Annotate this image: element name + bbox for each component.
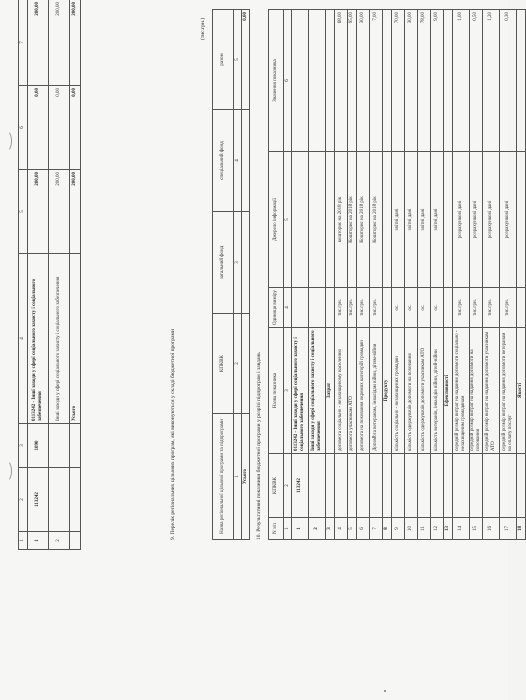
table-row [234, 10, 242, 540]
column-number: 5 [284, 152, 292, 288]
indicator-name: Продукту [383, 328, 392, 454]
indicator-value: 7,00 [370, 10, 383, 152]
indicator-name: Якості [517, 328, 526, 454]
indicator-value [444, 10, 453, 152]
column-header: разом [213, 10, 234, 110]
table-cell: 0,00 [28, 86, 49, 170]
row-number: 18 [517, 518, 526, 540]
table-row [213, 10, 234, 540]
indicator-source: розрахункові дані [453, 152, 470, 288]
table-row [431, 10, 444, 540]
indicator-name: середній розмір витрат на надання допомоги ветеранам на оплату послуг [500, 328, 517, 454]
indicator-source: звітні дані [418, 152, 431, 288]
table-row [269, 10, 284, 540]
indicator-name: середній розмір витрат на надання допомоги соціально - незахищеним громадянам [453, 328, 470, 454]
column-header: КПКВК [213, 314, 234, 414]
table-row [335, 10, 348, 540]
row-code [348, 454, 357, 518]
column-number: 2 [234, 314, 242, 414]
column-header: Значення показника [269, 10, 284, 152]
indicator-source: Кошторис на 2018 рік [370, 152, 383, 288]
indicator-source [292, 152, 309, 288]
indicator-source [444, 152, 453, 288]
table-row [444, 10, 453, 540]
column-header: N з/п [269, 518, 284, 540]
total-value [242, 314, 250, 414]
scan-artifact [0, 130, 12, 152]
indicator-unit: тис.грн. [500, 288, 517, 328]
indicator-unit [517, 288, 526, 328]
indicator-name: середній розмір витрат на надання допомоги учасникам АТО [483, 328, 500, 454]
indicator-unit: тис.грн. [348, 288, 357, 328]
table-cell: 0,00 [70, 86, 81, 170]
row-code [370, 454, 383, 518]
row-code [444, 454, 453, 518]
row-code [326, 454, 335, 518]
units-note: (тис.грн.) [200, 17, 206, 40]
indicator-name: кількість одержувачів допомоги учасникам АТО [418, 328, 431, 454]
row-code [500, 454, 517, 518]
table-cell: 200,00 [49, 0, 70, 86]
column-number: 3 [284, 328, 292, 454]
column-number: 1 [19, 532, 28, 550]
table-row [284, 10, 292, 540]
table-cell [70, 468, 81, 532]
indicator-value: 68,00 [335, 10, 348, 152]
indicator-value: 1,20 [483, 10, 500, 152]
indicator-unit [444, 288, 453, 328]
budget-table-top [18, 0, 81, 550]
indicator-source: кошторис на 2018 рік [335, 152, 348, 288]
table-cell: 2 [49, 532, 70, 550]
indicator-source: Кошторис на 2018 рік [348, 152, 357, 288]
row-number: 8 [383, 518, 392, 540]
section-9-title: 9. Перелік регіональних цільових програм, які виконуються у складі бюджетної програми [170, 329, 176, 540]
indicator-value [292, 10, 309, 152]
indicator-source: звітні дані [405, 152, 418, 288]
indicator-name: кількість ветеранів, інвалідів війни, дітей-війни [431, 328, 444, 454]
table-row [292, 10, 309, 540]
table-row [470, 10, 483, 540]
indicator-value [309, 10, 326, 152]
indicator-unit: тис.грн. [357, 288, 370, 328]
column-number: 3 [234, 212, 242, 314]
table-cell: 200,00 [28, 170, 49, 254]
row-number: 5 [348, 518, 357, 540]
indicator-value: 95,00 [348, 10, 357, 152]
table-row [383, 10, 392, 540]
row-number: 13 [444, 518, 453, 540]
row-number: 17 [500, 518, 517, 540]
table-cell: 1 [28, 532, 49, 550]
indicator-unit: тис.грн. [453, 288, 470, 328]
row-number: 15 [470, 518, 483, 540]
table-cell: Інші заходи у сфері соціального захисту і соціального забезпечення [49, 254, 70, 424]
table-row [242, 10, 250, 540]
table-row [309, 10, 326, 540]
column-number: 4 [234, 110, 242, 212]
indicator-unit: ос. [392, 288, 405, 328]
table-cell: Усього [70, 254, 81, 424]
row-code [453, 454, 470, 518]
table-row [357, 10, 370, 540]
indicator-source: розрахункові дані [500, 152, 517, 288]
indicator-value [326, 10, 335, 152]
column-number: 5 [234, 10, 242, 110]
indicator-value: 0,50 [470, 10, 483, 152]
column-header: Джерело інформації [269, 152, 284, 288]
column-number: 6 [284, 10, 292, 152]
row-number: 16 [483, 518, 500, 540]
indicator-name: допомога учасникам АТО [348, 328, 357, 454]
scan-artifact [384, 690, 386, 692]
indicator-name: Затрат [326, 328, 335, 454]
indicators-table [268, 9, 526, 540]
column-number: 2 [19, 468, 28, 532]
table-cell [49, 424, 70, 468]
total-value [242, 212, 250, 314]
indicator-unit: ос. [418, 288, 431, 328]
indicator-unit: тис.грн. [470, 288, 483, 328]
row-code [405, 454, 418, 518]
indicator-value: 1,00 [453, 10, 470, 152]
row-code [392, 454, 405, 518]
table-row [19, 0, 28, 550]
table-row [326, 10, 335, 540]
indicator-value: 30,00 [405, 10, 418, 152]
row-code: 113242 [292, 454, 309, 518]
indicator-source [517, 152, 526, 288]
indicator-unit: ос. [431, 288, 444, 328]
indicator-source: розрахункові дані [483, 152, 500, 288]
column-number: 5 [19, 170, 28, 254]
indicator-source: розрахункові дані [470, 152, 483, 288]
indicator-source [383, 152, 392, 288]
indicator-value: 0,30 [500, 10, 517, 152]
indicator-name: кількість одержувачів допомоги на поховання [405, 328, 418, 454]
column-number: 6 [19, 86, 28, 170]
indicator-unit [383, 288, 392, 328]
indicator-unit: ос. [405, 288, 418, 328]
column-header: загальний фонд [213, 212, 234, 314]
total-label: Усього [242, 414, 250, 540]
indicator-name: 0113242 - Інші заходи у сфері соціального захисту і соціального забезпечення [292, 328, 309, 454]
column-number: 4 [284, 288, 292, 328]
table-cell [70, 424, 81, 468]
table-cell: 200,00 [28, 0, 49, 86]
table-cell [49, 468, 70, 532]
indicator-source [326, 152, 335, 288]
table-cell: 200,00 [70, 0, 81, 86]
column-header: Одиниця виміру [269, 288, 284, 328]
table-row [405, 10, 418, 540]
indicator-value: 78,00 [418, 10, 431, 152]
column-header: Назва показника [269, 328, 284, 454]
table-cell: 200,00 [49, 170, 70, 254]
table-cell [70, 532, 81, 550]
row-code [517, 454, 526, 518]
column-number: 7 [19, 0, 28, 86]
row-code [431, 454, 444, 518]
indicator-unit: тис.грн. [335, 288, 348, 328]
indicator-unit: тис.грн. [483, 288, 500, 328]
table-cell: 113242 [28, 468, 49, 532]
table-row [453, 10, 470, 540]
table-cell: 1090 [28, 424, 49, 468]
scan-artifact [0, 460, 12, 482]
row-number: 12 [431, 518, 444, 540]
indicator-source: Кошторис на 2018 рік [357, 152, 370, 288]
table-row [483, 10, 500, 540]
row-number: 2 [309, 518, 326, 540]
indicator-value [383, 10, 392, 152]
row-number: 7 [370, 518, 383, 540]
row-code [483, 454, 500, 518]
table-cell: 0,00 [49, 86, 70, 170]
indicator-unit [292, 288, 309, 328]
indicator-source [309, 152, 326, 288]
indicator-name: Інші заходи у сфері соціального захисту і соціального забезпечення [309, 328, 326, 454]
column-number: 3 [19, 424, 28, 468]
row-number: 11 [418, 518, 431, 540]
indicator-value: 9,00 [431, 10, 444, 152]
table-row [348, 10, 357, 540]
column-header: Назва регіональної цільової програми та підпрограми [213, 414, 234, 540]
column-number: 1 [234, 414, 242, 540]
row-code [309, 454, 326, 518]
indicator-unit [326, 288, 335, 328]
indicator-name: кількість соціально - незахищених громадян [392, 328, 405, 454]
indicator-name: Ефективності [444, 328, 453, 454]
column-header: спеціальний фонд [213, 110, 234, 212]
indicator-value [517, 10, 526, 152]
table-row [70, 0, 81, 550]
indicator-unit [309, 288, 326, 328]
indicator-name: допомога соціально - незахищеному населенню [335, 328, 348, 454]
row-code [335, 454, 348, 518]
indicator-source: звітні дані [431, 152, 444, 288]
indicator-value: 70,00 [392, 10, 405, 152]
total-value [242, 110, 250, 212]
column-number: 4 [19, 254, 28, 424]
total-value: 0,00 [242, 10, 250, 110]
table-row [49, 0, 70, 550]
indicator-name: середній розмір витрат на надання допомоги на поховання [470, 328, 483, 454]
row-code [418, 454, 431, 518]
indicator-unit: тис.грн. [370, 288, 383, 328]
row-number: 9 [392, 518, 405, 540]
column-number: 2 [284, 454, 292, 518]
indicator-name: Допомога ветеранам, інвалідам війни, дітям-війни [370, 328, 383, 454]
indicator-source: звітні дані [392, 152, 405, 288]
table-row [370, 10, 383, 540]
table-row [28, 0, 49, 550]
indicator-name: допомога на поховання окремих категорій громадян [357, 328, 370, 454]
row-code [357, 454, 370, 518]
row-code [470, 454, 483, 518]
column-header: КПКВК [269, 454, 284, 518]
table-cell: 0113242 - Інші заходи у сфері соціального захисту і соціального забезпечення [28, 254, 49, 424]
table-row [392, 10, 405, 540]
section-10-title: 10. Результативні показники бюджетної програми у розрізі підпрограм і завдань [256, 352, 262, 540]
row-number: 6 [357, 518, 370, 540]
regional-programs-table [212, 9, 250, 540]
row-number: 1 [292, 518, 309, 540]
indicator-value: 30,00 [357, 10, 370, 152]
row-number: 10 [405, 518, 418, 540]
table-row [418, 10, 431, 540]
column-number: 1 [284, 518, 292, 540]
scan-artifact [372, 436, 374, 438]
row-number: 14 [453, 518, 470, 540]
row-code [383, 454, 392, 518]
table-row [500, 10, 517, 540]
table-row [517, 10, 526, 540]
table-cell: 200,00 [70, 170, 81, 254]
row-number: 4 [335, 518, 348, 540]
row-number: 3 [326, 518, 335, 540]
